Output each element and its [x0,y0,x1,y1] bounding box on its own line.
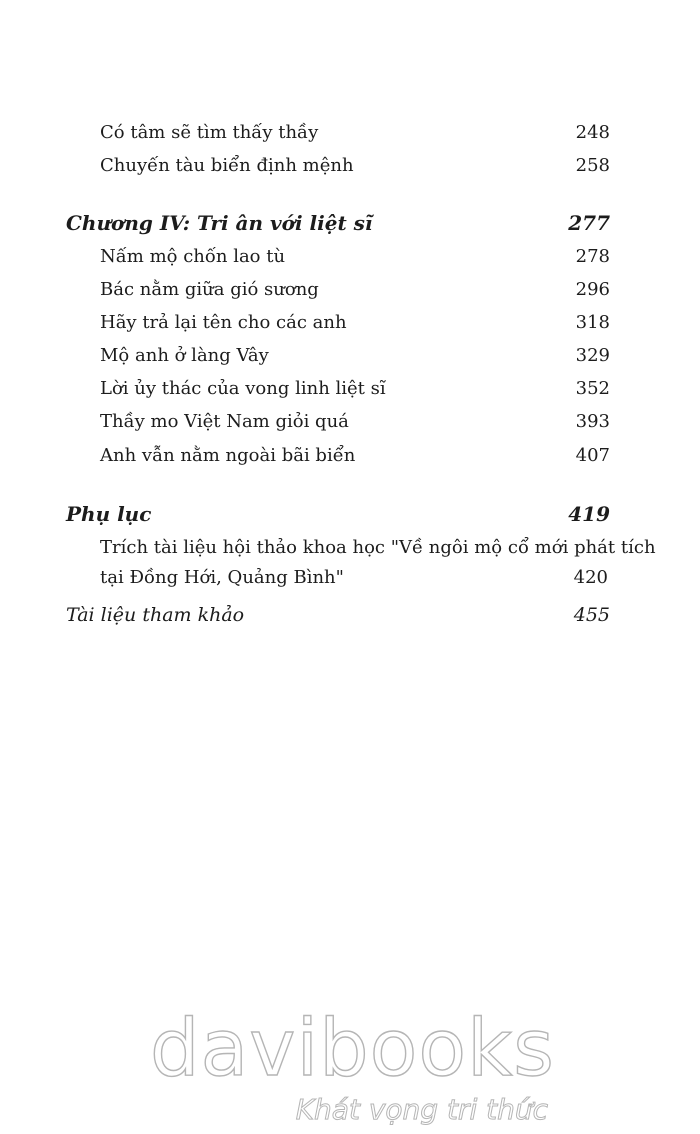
references-title: Tài liệu tham khảo [66,604,245,626]
appendix-page: 419 [568,502,610,526]
toc-entry-page: 248 [575,122,610,143]
toc-entry-title: Nấm mộ chốn lao tù [100,246,286,267]
toc-entry-title: Lời ủy thác của vong linh liệt sĩ [100,378,386,399]
toc-entry-page: 407 [575,445,610,466]
toc-entry-title: Mộ anh ở làng Vây [100,345,269,366]
toc-entry-page: 296 [575,279,610,300]
toc-entry-title-line1: Trích tài liệu hội thảo khoa học "Về ngôi mộ cổ mới phát tích [100,537,656,558]
toc-entry-page: 352 [575,378,610,399]
references-page: 455 [573,604,610,626]
watermark [150,1004,555,1130]
watermark-brand: davibooks [150,1004,555,1094]
toc-entry-page: 393 [575,411,610,432]
toc-entry-page: 258 [575,155,610,176]
chapter-title: Chương IV: Tri ân với liệt sĩ [66,211,373,235]
toc-entry-title: Có tâm sẽ tìm thấy thầy [100,122,319,143]
appendix-title: Phụ lục [66,502,152,526]
toc-entry-title: Thầy mo Việt Nam giỏi quá [100,411,349,432]
toc-entry-title: Anh vẫn nằm ngoài bãi biển [100,445,356,466]
chapter-page: 277 [568,211,610,235]
toc-entry-page: 329 [575,345,610,366]
toc-entry-title: Hãy trả lại tên cho các anh [100,312,347,333]
toc-entry-page: 318 [575,312,610,333]
watermark-tagline: Khát vọng tri thức [295,1093,548,1126]
toc-entry-title: Chuyến tàu biển định mệnh [100,155,354,176]
toc-entry-page: 420 [573,567,608,588]
toc-entry-title: Bác nằm giữa gió sương [100,279,319,300]
toc-entry-title-line2: tại Đồng Hới, Quảng Bình" [100,567,344,588]
toc-entry-page: 278 [575,246,610,267]
